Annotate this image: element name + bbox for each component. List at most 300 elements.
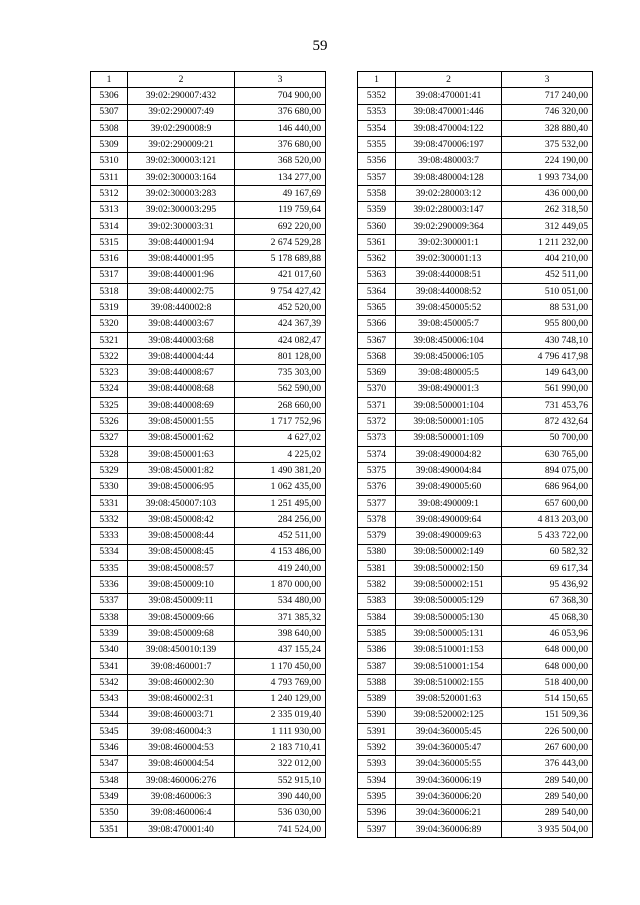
row-number: 5367 xyxy=(358,332,396,348)
cadastral-value: 262 318,50 xyxy=(502,202,593,218)
row-number: 5379 xyxy=(358,528,396,544)
table-row xyxy=(91,789,326,805)
cadastral-number: 39:08:500005:130 xyxy=(396,609,502,625)
cadastral-number: 39:08:450010:139 xyxy=(128,642,235,658)
cadastral-number: 39:08:460001:7 xyxy=(128,658,235,674)
cadastral-value: 1 993 734,00 xyxy=(502,169,593,185)
row-number: 5388 xyxy=(358,674,396,690)
row-number: 5313 xyxy=(91,202,128,218)
row-number: 5362 xyxy=(358,251,396,267)
row-number: 5320 xyxy=(91,316,128,332)
table-row xyxy=(358,593,593,609)
table-row xyxy=(358,349,593,365)
row-number: 5363 xyxy=(358,267,396,283)
cadastral-number: 39:08:450009:68 xyxy=(128,626,235,642)
cadastral-value: 704 900,00 xyxy=(235,88,326,104)
table-row xyxy=(91,756,326,772)
cadastral-number: 39:04:360006:19 xyxy=(396,772,502,788)
cadastral-value: 328 880,40 xyxy=(502,120,593,136)
cadastral-value: 630 765,00 xyxy=(502,446,593,462)
row-number: 5394 xyxy=(358,772,396,788)
cadastral-number: 39:02:300001:1 xyxy=(396,234,502,250)
row-number: 5317 xyxy=(91,267,128,283)
table-row xyxy=(358,267,593,283)
row-number: 5392 xyxy=(358,740,396,756)
cadastral-number: 39:08:510002:155 xyxy=(396,674,502,690)
cadastral-value: 561 990,00 xyxy=(502,381,593,397)
table-row xyxy=(91,805,326,821)
cadastral-number: 39:08:440008:69 xyxy=(128,397,235,413)
cadastral-value: 119 759,64 xyxy=(235,202,326,218)
cadastral-number: 39:08:460003:71 xyxy=(128,707,235,723)
cadastral-number: 39:08:510001:153 xyxy=(396,642,502,658)
cadastral-value: 1 717 752,96 xyxy=(235,414,326,430)
table-row xyxy=(358,772,593,788)
cadastral-number: 39:08:440008:68 xyxy=(128,381,235,397)
row-number: 5387 xyxy=(358,658,396,674)
row-number: 5331 xyxy=(91,495,128,511)
table-row xyxy=(91,544,326,560)
row-number: 5352 xyxy=(358,88,396,104)
row-number: 5309 xyxy=(91,137,128,153)
row-number: 5310 xyxy=(91,153,128,169)
cadastral-number: 39:02:300001:13 xyxy=(396,251,502,267)
cadastral-value: 746 320,00 xyxy=(502,104,593,120)
row-number: 5385 xyxy=(358,626,396,642)
cadastral-number: 39:08:460006:4 xyxy=(128,805,235,821)
table-row xyxy=(91,234,326,250)
table-row xyxy=(358,707,593,723)
right-table-body xyxy=(358,88,593,838)
row-number: 5333 xyxy=(91,528,128,544)
table-row xyxy=(91,349,326,365)
table-row xyxy=(91,153,326,169)
cadastral-value: 872 432,64 xyxy=(502,414,593,430)
cadastral-number: 39:02:290009:21 xyxy=(128,137,235,153)
table-row xyxy=(91,479,326,495)
row-number: 5366 xyxy=(358,316,396,332)
cadastral-value: 510 051,00 xyxy=(502,283,593,299)
cadastral-number: 39:08:450006:105 xyxy=(396,349,502,365)
table-row xyxy=(91,772,326,788)
cadastral-value: 9 754 427,42 xyxy=(235,283,326,299)
row-number: 5353 xyxy=(358,104,396,120)
row-number: 5327 xyxy=(91,430,128,446)
row-number: 5326 xyxy=(91,414,128,430)
cadastral-value: 2 674 529,28 xyxy=(235,234,326,250)
cadastral-number: 39:08:490009:64 xyxy=(396,512,502,528)
left-table-body xyxy=(91,88,326,838)
table-header-row xyxy=(358,72,593,88)
cadastral-value: 376 680,00 xyxy=(235,137,326,153)
cadastral-value: 657 600,00 xyxy=(502,495,593,511)
cadastral-value: 376 680,00 xyxy=(235,104,326,120)
table-row xyxy=(91,316,326,332)
table-row xyxy=(91,267,326,283)
table-row xyxy=(358,609,593,625)
cadastral-value: 2 183 710,41 xyxy=(235,740,326,756)
cadastral-value: 424 367,39 xyxy=(235,316,326,332)
table-row xyxy=(358,512,593,528)
row-number: 5384 xyxy=(358,609,396,625)
left-table xyxy=(90,71,326,838)
cadastral-value: 50 700,00 xyxy=(502,430,593,446)
row-number: 5336 xyxy=(91,577,128,593)
table-row xyxy=(91,495,326,511)
cadastral-number: 39:08:440003:68 xyxy=(128,332,235,348)
cadastral-value: 1 111 930,00 xyxy=(235,723,326,739)
column-header-number: 1 xyxy=(358,72,396,88)
row-number: 5357 xyxy=(358,169,396,185)
cadastral-value: 452 520,00 xyxy=(235,300,326,316)
cadastral-number: 39:08:440004:44 xyxy=(128,349,235,365)
cadastral-value: 149 643,00 xyxy=(502,365,593,381)
table-row xyxy=(91,560,326,576)
column-header-number: 1 xyxy=(91,72,128,88)
cadastral-value: 46 053,96 xyxy=(502,626,593,642)
row-number: 5393 xyxy=(358,756,396,772)
cadastral-value: 731 453,76 xyxy=(502,397,593,413)
table-row xyxy=(358,153,593,169)
cadastral-number: 39:08:440002:8 xyxy=(128,300,235,316)
cadastral-value: 717 240,00 xyxy=(502,88,593,104)
cadastral-number: 39:08:510001:154 xyxy=(396,658,502,674)
table-row xyxy=(91,512,326,528)
table-row xyxy=(358,463,593,479)
table-row xyxy=(91,691,326,707)
row-number: 5338 xyxy=(91,609,128,625)
cadastral-value: 648 000,00 xyxy=(502,642,593,658)
table-row xyxy=(358,658,593,674)
row-number: 5397 xyxy=(358,821,396,837)
row-number: 5328 xyxy=(91,446,128,462)
cadastral-value: 5 433 722,00 xyxy=(502,528,593,544)
row-number: 5383 xyxy=(358,593,396,609)
table-row xyxy=(358,202,593,218)
table-row xyxy=(91,120,326,136)
cadastral-value: 686 964,00 xyxy=(502,479,593,495)
cadastral-number: 39:08:490005:60 xyxy=(396,479,502,495)
cadastral-number: 39:08:470001:446 xyxy=(396,104,502,120)
table-row xyxy=(91,88,326,104)
table-row xyxy=(358,821,593,837)
table-row xyxy=(358,560,593,576)
cadastral-number: 39:08:450001:82 xyxy=(128,463,235,479)
table-row xyxy=(358,805,593,821)
cadastral-number: 39:04:360005:55 xyxy=(396,756,502,772)
cadastral-number: 39:08:440001:96 xyxy=(128,267,235,283)
table-row xyxy=(358,430,593,446)
cadastral-number: 39:08:500005:129 xyxy=(396,593,502,609)
cadastral-number: 39:08:460006:276 xyxy=(128,772,235,788)
table-row xyxy=(358,674,593,690)
table-row xyxy=(358,479,593,495)
cadastral-number: 39:02:300003:164 xyxy=(128,169,235,185)
row-number: 5341 xyxy=(91,658,128,674)
table-row xyxy=(91,446,326,462)
cadastral-value: 224 190,00 xyxy=(502,153,593,169)
cadastral-number: 39:08:460006:3 xyxy=(128,789,235,805)
cadastral-number: 39:08:500002:150 xyxy=(396,560,502,576)
cadastral-value: 146 440,00 xyxy=(235,120,326,136)
row-number: 5335 xyxy=(91,560,128,576)
cadastral-number: 39:04:360005:47 xyxy=(396,740,502,756)
table-row xyxy=(358,723,593,739)
cadastral-value: 1 251 495,00 xyxy=(235,495,326,511)
row-number: 5307 xyxy=(91,104,128,120)
row-number: 5350 xyxy=(91,805,128,821)
row-number: 5348 xyxy=(91,772,128,788)
table-row xyxy=(91,528,326,544)
table-row xyxy=(91,414,326,430)
table-row xyxy=(91,593,326,609)
cadastral-value: 5 178 689,88 xyxy=(235,251,326,267)
cadastral-number: 39:08:490004:84 xyxy=(396,463,502,479)
cadastral-value: 4 627,02 xyxy=(235,430,326,446)
cadastral-value: 436 000,00 xyxy=(502,186,593,202)
table-row xyxy=(91,723,326,739)
cadastral-value: 322 012,00 xyxy=(235,756,326,772)
cadastral-number: 39:02:290007:49 xyxy=(128,104,235,120)
cadastral-value: 60 582,32 xyxy=(502,544,593,560)
row-number: 5322 xyxy=(91,349,128,365)
cadastral-value: 514 150,65 xyxy=(502,691,593,707)
row-number: 5316 xyxy=(91,251,128,267)
row-number: 5358 xyxy=(358,186,396,202)
cadastral-number: 39:08:450006:95 xyxy=(128,479,235,495)
table-row xyxy=(91,283,326,299)
table-row xyxy=(358,300,593,316)
table-row xyxy=(358,137,593,153)
cadastral-value: 45 068,30 xyxy=(502,609,593,625)
cadastral-value: 4 153 486,00 xyxy=(235,544,326,560)
table-row xyxy=(91,332,326,348)
table-row xyxy=(91,104,326,120)
row-number: 5337 xyxy=(91,593,128,609)
row-number: 5346 xyxy=(91,740,128,756)
cadastral-number: 39:02:290007:432 xyxy=(128,88,235,104)
row-number: 5334 xyxy=(91,544,128,560)
table-row xyxy=(91,626,326,642)
row-number: 5354 xyxy=(358,120,396,136)
cadastral-value: 49 167,69 xyxy=(235,186,326,202)
cadastral-number: 39:08:520002:125 xyxy=(396,707,502,723)
cadastral-number: 39:04:360006:20 xyxy=(396,789,502,805)
table-row xyxy=(358,577,593,593)
row-number: 5386 xyxy=(358,642,396,658)
row-number: 5356 xyxy=(358,153,396,169)
cadastral-value: 955 800,00 xyxy=(502,316,593,332)
cadastral-number: 39:08:440001:95 xyxy=(128,251,235,267)
table-row xyxy=(358,365,593,381)
cadastral-value: 268 660,00 xyxy=(235,397,326,413)
table-row xyxy=(91,658,326,674)
table-row xyxy=(358,691,593,707)
cadastral-number: 39:08:520001:63 xyxy=(396,691,502,707)
cadastral-number: 39:02:300003:295 xyxy=(128,202,235,218)
cadastral-number: 39:08:450005:52 xyxy=(396,300,502,316)
table-row xyxy=(358,332,593,348)
row-number: 5308 xyxy=(91,120,128,136)
cadastral-number: 39:08:500001:109 xyxy=(396,430,502,446)
cadastral-value: 1 211 232,00 xyxy=(502,234,593,250)
table-row xyxy=(91,740,326,756)
row-number: 5380 xyxy=(358,544,396,560)
table-row xyxy=(358,740,593,756)
cadastral-value: 151 509,36 xyxy=(502,707,593,723)
row-number: 5311 xyxy=(91,169,128,185)
cadastral-value: 1 240 129,00 xyxy=(235,691,326,707)
cadastral-value: 518 400,00 xyxy=(502,674,593,690)
cadastral-number: 39:08:440002:75 xyxy=(128,283,235,299)
cadastral-number: 39:08:450008:42 xyxy=(128,512,235,528)
right-table xyxy=(357,71,593,838)
table-row xyxy=(91,365,326,381)
cadastral-value: 437 155,24 xyxy=(235,642,326,658)
row-number: 5314 xyxy=(91,218,128,234)
cadastral-value: 390 440,00 xyxy=(235,789,326,805)
table-row xyxy=(358,120,593,136)
table-row xyxy=(91,218,326,234)
table-row xyxy=(358,186,593,202)
row-number: 5325 xyxy=(91,397,128,413)
row-number: 5359 xyxy=(358,202,396,218)
row-number: 5361 xyxy=(358,234,396,250)
cadastral-number: 39:08:490004:82 xyxy=(396,446,502,462)
cadastral-number: 39:02:280003:147 xyxy=(396,202,502,218)
page-number: 59 xyxy=(312,38,328,54)
cadastral-number: 39:08:460004:3 xyxy=(128,723,235,739)
cadastral-value: 1 062 435,00 xyxy=(235,479,326,495)
row-number: 5389 xyxy=(358,691,396,707)
cadastral-number: 39:08:450001:63 xyxy=(128,446,235,462)
row-number: 5376 xyxy=(358,479,396,495)
cadastral-value: 3 935 504,00 xyxy=(502,821,593,837)
cadastral-value: 4 796 417,98 xyxy=(502,349,593,365)
cadastral-value: 312 449,05 xyxy=(502,218,593,234)
table-row xyxy=(358,397,593,413)
table-row xyxy=(358,789,593,805)
cadastral-number: 39:04:360006:89 xyxy=(396,821,502,837)
cadastral-number: 39:08:500005:131 xyxy=(396,626,502,642)
row-number: 5315 xyxy=(91,234,128,250)
cadastral-number: 39:08:450001:55 xyxy=(128,414,235,430)
cadastral-number: 39:08:470006:197 xyxy=(396,137,502,153)
cadastral-number: 39:08:460002:30 xyxy=(128,674,235,690)
cadastral-number: 39:08:440008:52 xyxy=(396,283,502,299)
cadastral-number: 39:02:290008:9 xyxy=(128,120,235,136)
cadastral-value: 534 480,00 xyxy=(235,593,326,609)
cadastral-value: 801 128,00 xyxy=(235,349,326,365)
cadastral-value: 371 385,32 xyxy=(235,609,326,625)
table-row xyxy=(91,642,326,658)
row-number: 5391 xyxy=(358,723,396,739)
table-row xyxy=(358,642,593,658)
cadastral-value: 4 813 203,00 xyxy=(502,512,593,528)
row-number: 5339 xyxy=(91,626,128,642)
cadastral-value: 1 170 450,00 xyxy=(235,658,326,674)
cadastral-number: 39:08:480004:128 xyxy=(396,169,502,185)
row-number: 5349 xyxy=(91,789,128,805)
table-row xyxy=(91,707,326,723)
cadastral-number: 39:08:450008:57 xyxy=(128,560,235,576)
cadastral-value: 368 520,00 xyxy=(235,153,326,169)
row-number: 5372 xyxy=(358,414,396,430)
cadastral-value: 562 590,00 xyxy=(235,381,326,397)
table-row xyxy=(91,202,326,218)
cadastral-value: 552 915,10 xyxy=(235,772,326,788)
table-row xyxy=(358,544,593,560)
row-number: 5345 xyxy=(91,723,128,739)
table-row xyxy=(358,234,593,250)
cadastral-number: 39:02:280003:12 xyxy=(396,186,502,202)
cadastral-value: 4 225,02 xyxy=(235,446,326,462)
cadastral-number: 39:08:460002:31 xyxy=(128,691,235,707)
row-number: 5318 xyxy=(91,283,128,299)
cadastral-number: 39:08:450008:45 xyxy=(128,544,235,560)
table-row xyxy=(91,381,326,397)
table-row xyxy=(358,528,593,544)
table-row xyxy=(358,495,593,511)
table-row xyxy=(91,186,326,202)
row-number: 5368 xyxy=(358,349,396,365)
cadastral-value: 267 600,00 xyxy=(502,740,593,756)
row-number: 5381 xyxy=(358,560,396,576)
cadastral-value: 404 210,00 xyxy=(502,251,593,267)
cadastral-value: 2 335 019,40 xyxy=(235,707,326,723)
cadastral-value: 88 531,00 xyxy=(502,300,593,316)
table-row xyxy=(358,756,593,772)
cadastral-number: 39:04:360005:45 xyxy=(396,723,502,739)
table-row xyxy=(91,300,326,316)
table-row xyxy=(358,316,593,332)
cadastral-value: 134 277,00 xyxy=(235,169,326,185)
cadastral-value: 226 500,00 xyxy=(502,723,593,739)
row-number: 5323 xyxy=(91,365,128,381)
cadastral-number: 39:08:470004:122 xyxy=(396,120,502,136)
cadastral-value: 452 511,00 xyxy=(235,528,326,544)
cadastral-value: 452 511,00 xyxy=(502,267,593,283)
table-row xyxy=(358,283,593,299)
cadastral-number: 39:02:290009:364 xyxy=(396,218,502,234)
cadastral-value: 692 220,00 xyxy=(235,218,326,234)
cadastral-value: 1 490 381,20 xyxy=(235,463,326,479)
cadastral-value: 289 540,00 xyxy=(502,772,593,788)
cadastral-value: 894 075,00 xyxy=(502,463,593,479)
cadastral-number: 39:02:300003:121 xyxy=(128,153,235,169)
row-number: 5382 xyxy=(358,577,396,593)
cadastral-number: 39:08:450009:11 xyxy=(128,593,235,609)
cadastral-value: 536 030,00 xyxy=(235,805,326,821)
column-header-cadastral: 2 xyxy=(128,72,235,88)
table-row xyxy=(91,674,326,690)
table-row xyxy=(91,609,326,625)
row-number: 5396 xyxy=(358,805,396,821)
row-number: 5371 xyxy=(358,397,396,413)
row-number: 5343 xyxy=(91,691,128,707)
row-number: 5319 xyxy=(91,300,128,316)
cadastral-value: 1 870 000,00 xyxy=(235,577,326,593)
row-number: 5347 xyxy=(91,756,128,772)
cadastral-value: 398 640,00 xyxy=(235,626,326,642)
row-number: 5377 xyxy=(358,495,396,511)
cadastral-number: 39:08:500001:105 xyxy=(396,414,502,430)
row-number: 5344 xyxy=(91,707,128,723)
cadastral-number: 39:08:450009:66 xyxy=(128,609,235,625)
cadastral-number: 39:08:450007:103 xyxy=(128,495,235,511)
cadastral-number: 39:08:500002:151 xyxy=(396,577,502,593)
cadastral-value: 376 443,00 xyxy=(502,756,593,772)
